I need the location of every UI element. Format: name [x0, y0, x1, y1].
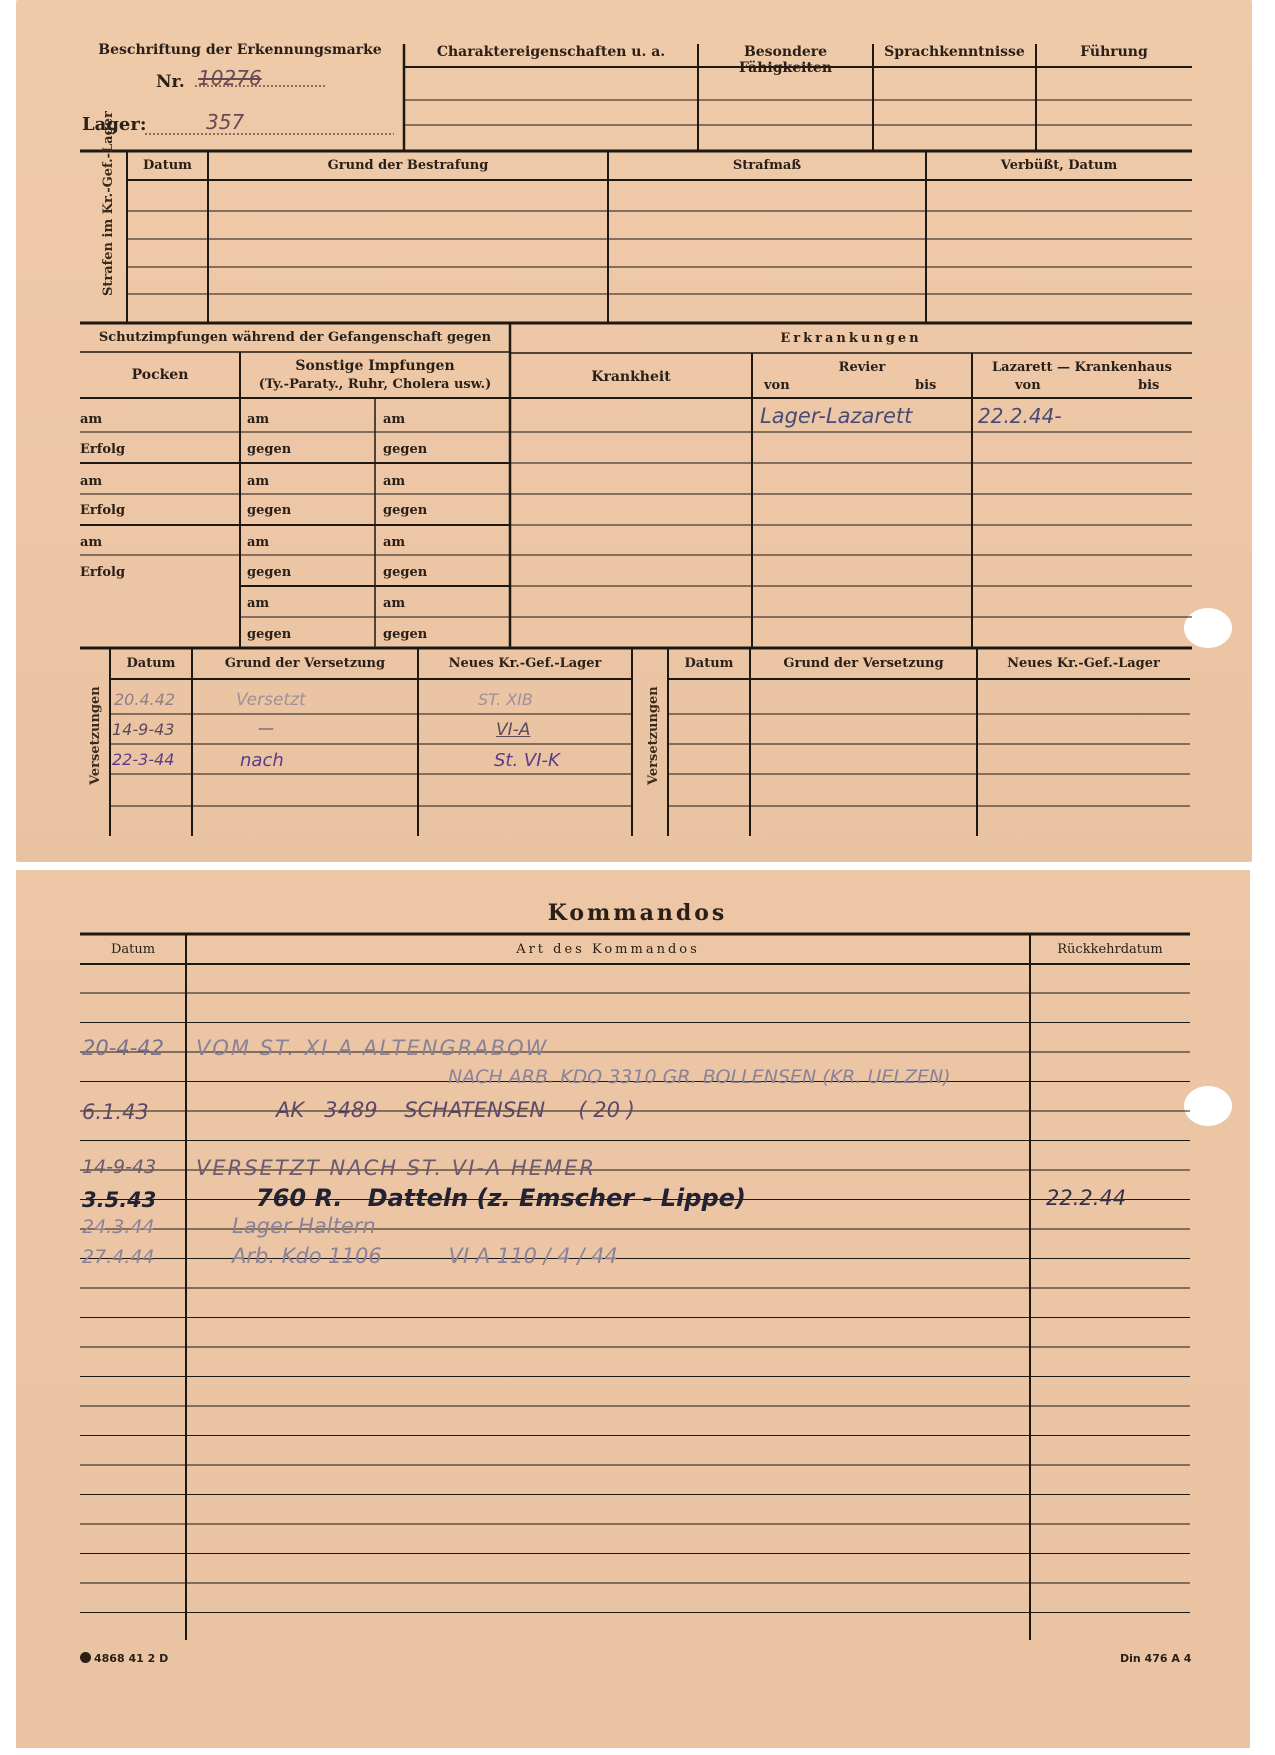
vers-entry-0-lager: ST. XIB [478, 690, 533, 709]
impf-left-1: Erfolg [80, 442, 126, 457]
kommandos-header-datum: Datum [110, 942, 156, 957]
header-sprachkenntnisse: Sprachkenntnisse [884, 44, 1025, 60]
vers-header-datum-right: Datum [684, 656, 734, 671]
impf-mid-0: am [247, 412, 270, 427]
erkrankungen-entry-lazarett: 22.2.44- [978, 404, 1062, 428]
impf-right-1: gegen [383, 442, 428, 457]
vers-entry-1-grund: — [258, 718, 274, 737]
impf-left-2: am [80, 474, 103, 489]
kommandos-title: Kommandos [547, 900, 728, 926]
versetzungen-side-label-left: Versetzungen [88, 686, 103, 785]
impf-right-6: am [383, 596, 406, 611]
impf-mid-6: am [247, 596, 270, 611]
impf-right-0: am [383, 412, 406, 427]
impf-left-0: am [80, 412, 103, 427]
impf-left-4: am [80, 535, 103, 550]
vers-header-grund-right: Grund der Versetzung [783, 656, 944, 671]
kommando-entry-6-art: Arb. Kdo 1106 VI A 110 / 4 / 44 [232, 1244, 618, 1268]
footer-left [80, 1652, 168, 1665]
kommando-entry-3-art: VERSETZT NACH ST. VI-A HEMER [196, 1156, 596, 1180]
kommando-entry-6-datum: 27.4.44 [82, 1246, 155, 1268]
vers-entry-1-datum: 14-9-43 [112, 720, 175, 739]
impf-right-2: am [383, 474, 406, 489]
vers-header-grund-left: Grund der Versetzung [224, 656, 386, 671]
strafen-side-label: Strafen im Kr.-Gef.-Lager [101, 111, 116, 296]
impf-right-5: gegen [383, 565, 428, 580]
header-charakter: Charaktereigenschaften u. a. [436, 44, 666, 60]
impf-left-5: Erfolg [80, 565, 126, 580]
header-fuehrung: Führung [1080, 44, 1148, 60]
tag-nr-value: 10276 [198, 66, 262, 90]
strafen-header-grund: Grund der Bestrafung [327, 158, 489, 173]
impfungen-sonstige-sub: (Ty.-Paraty., Ruhr, Cholera usw.) [258, 377, 492, 392]
erkrankungen-laz-von: von [1015, 378, 1041, 393]
kommando-entry-4-art: 760 R. Datteln (z. Emscher - Lippe) [256, 1184, 746, 1212]
impf-mid-5: gegen [247, 565, 292, 580]
print-mark-icon [80, 1652, 91, 1663]
vers-entry-2-datum: 22-3-44 [112, 750, 175, 769]
kommando-entry-5-datum: 24.3.44 [82, 1216, 155, 1238]
kommando-entry-2-datum: 6.1.43 [82, 1100, 149, 1124]
kommando-entry-2-art: AK 3489 SCHATENSEN ( 20 ) [276, 1098, 635, 1122]
vers-header-datum-left: Datum [126, 656, 176, 671]
erkrankungen-title: Erkrankungen [780, 331, 922, 346]
footer-right: Din 476 A 4 [1120, 1652, 1192, 1665]
erkrankungen-laz-bis: bis [1138, 378, 1160, 393]
erkrankungen-revier: Revier [838, 360, 886, 375]
impf-mid-3: gegen [247, 503, 292, 518]
kommando-entry-3-datum: 14-9-43 [82, 1156, 157, 1178]
kommando-entry-4-rueck: 22.2.44 [1046, 1186, 1127, 1210]
vers-header-lager-right: Neues Kr.-Gef.-Lager [1007, 656, 1160, 671]
vers-entry-2-grund: nach [240, 750, 284, 771]
vers-entry-0-datum: 20.4.42 [114, 690, 176, 709]
impfungen-sonstige: Sonstige Impfungen [295, 358, 455, 374]
erkrankungen-krankheit: Krankheit [591, 369, 671, 385]
header-faehigkeiten: Besondere Fähigkeiten [738, 44, 832, 76]
strafen-header-verbuesst: Verbüßt, Datum [1000, 158, 1118, 173]
erkrankungen-lazarett: Lazarett — Krankenhaus [992, 360, 1172, 375]
kommando-entry-5-art: Lager Haltern [232, 1214, 376, 1238]
erkrankungen-revier-bis: bis [915, 378, 937, 393]
tag-lager-label: Lager: [82, 114, 147, 135]
footer-left-text: 4868 41 2 D [94, 1652, 169, 1665]
kommando-entry-4-datum: 3.5.43 [82, 1188, 157, 1212]
kommando-entry-1-art: NACH ARB. KDO 3310 GR. BOLLENSEN (KR. UELZEN) [448, 1066, 951, 1088]
erkrankungen-entry-revier: Lager-Lazarett [760, 404, 913, 428]
impf-left-3: Erfolg [80, 503, 126, 518]
impf-right-3: gegen [383, 503, 428, 518]
kommando-entry-0-datum: 20-4-42 [82, 1036, 164, 1060]
kommandos-header-art: Art des Kommandos [516, 942, 700, 957]
kommando-entry-0-art: VOM ST. XI A ALTENGRABOW [196, 1036, 549, 1060]
impf-mid-2: am [247, 474, 270, 489]
erkrankungen-revier-von: von [764, 378, 790, 393]
impf-right-4: am [383, 535, 406, 550]
strafen-header-strafmass: Strafmaß [732, 158, 802, 173]
vers-entry-1-lager: VI-A [496, 720, 531, 740]
vers-header-lager-left: Neues Kr.-Gef.-Lager [448, 656, 602, 671]
impf-mid-7: gegen [247, 627, 292, 642]
tag-lager-value: 357 [206, 110, 245, 134]
impf-right-7: gegen [383, 627, 428, 642]
vers-entry-0-grund: Versetzt [236, 690, 306, 710]
impf-mid-4: am [247, 535, 270, 550]
impfungen-title: Schutzimpfungen während der Gefangenschaft gegen [98, 330, 492, 345]
tag-nr-label: Nr. [156, 72, 185, 92]
versetzungen-side-label-right: Versetzungen [646, 686, 661, 785]
vers-entry-2-lager: St. VI-K [494, 750, 560, 771]
tag-title: Beschriftung der Erkennungsmarke [98, 42, 382, 58]
impfungen-pocken: Pocken [131, 367, 189, 383]
kommandos-header-rueck: Rückkehrdatum [1057, 942, 1163, 957]
impf-mid-1: gegen [247, 442, 292, 457]
strafen-header-datum: Datum [143, 158, 192, 173]
